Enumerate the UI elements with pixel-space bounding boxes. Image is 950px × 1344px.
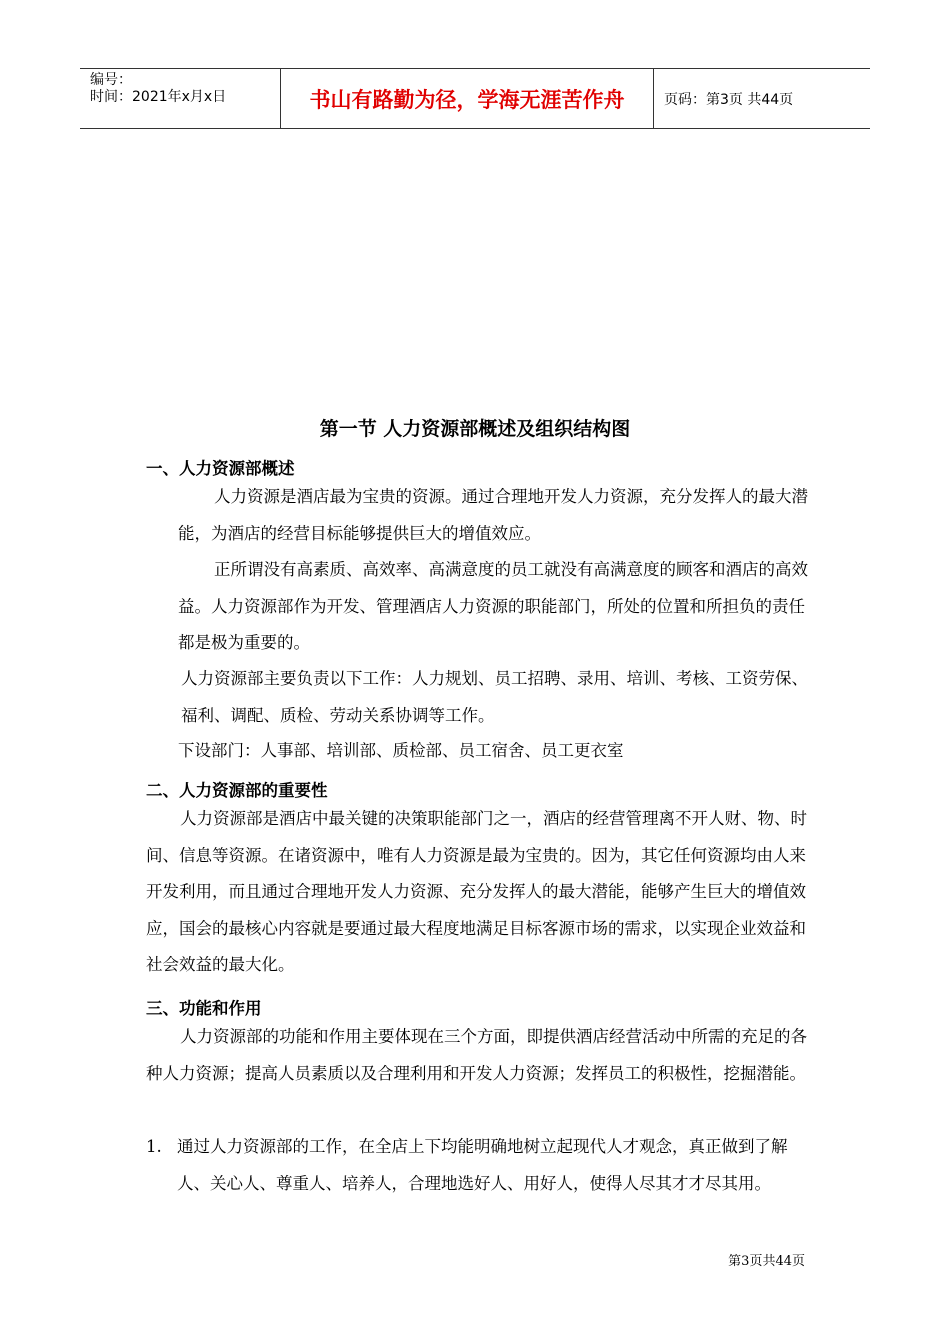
header-motto: 书山有路勤为径，学海无涯苦作舟 — [281, 69, 654, 128]
list-item: 通过人力资源部的工作，在全店上下均能明确地树立起现代人才观念，真正做到了解人、关心人、尊重人、培养人，合理地选好人、用好人，使得人尽其才才尽其用。 — [177, 1137, 788, 1193]
section-title: 第一节 人力资源部概述及组织结构图 — [319, 418, 631, 440]
paragraph: 人力资源部的功能和作用主要体现在三个方面，即提供酒店经营活动中所需的充足的各种人力资源；提高人员素质以及合理利用和开发人力资源；发挥员工的积极性，挖掘潜能。 — [146, 1027, 807, 1083]
paragraph: 人力资源部主要负责以下工作：人力规划、员工招聘、录用、培训、考核、工资劳保、福利、调配、质检、劳动关系协调等工作。 — [181, 669, 808, 725]
paragraph: 下设部门：人事部、培训部、质检部、员工宿舍、员工更衣室 — [178, 741, 624, 760]
header-page-info: 页码：第3页 共44页 — [664, 91, 794, 108]
page-footer: 第3页共44页 — [728, 1254, 805, 1269]
header-number-label: 编号： — [90, 72, 132, 88]
header-meta — [80, 69, 281, 128]
paragraph: 正所谓没有高素质、高效率、高满意度的员工就没有高满意度的顾客和酒店的高效益。人力资源部作为开发、管理酒店人力资源的职能部门，所处的位置和所担负的责任都是极为重要的。 — [178, 560, 808, 652]
heading-importance: 二、人力资源部的重要性 — [146, 781, 328, 800]
paragraph: 人力资源是酒店最为宝贵的资源。通过合理地开发人力资源，充分发挥人的最大潜能，为酒店的经营目标能够提供巨大的增值效应。 — [178, 487, 808, 543]
heading-functions: 三、功能和作用 — [146, 999, 262, 1018]
paragraph: 人力资源部是酒店中最关键的决策职能部门之一，酒店的经营管理离不开人财、物、时间、信息等资源。在诸资源中，唯有人力资源是最为宝贵的。因为，其它任何资源均由人来开发利用，而且通过合理地开发人力资源、充分发挥人的最大潜能，能够产生巨大的增值效应，国会的最核心内容就是要通过最大程度地满足目标客源市场的需求，以实现企业效益和社会效益的最大化。 — [146, 809, 807, 974]
list-item-number: 1. — [146, 1137, 162, 1156]
heading-overview: 一、人力资源部概述 — [146, 459, 295, 478]
header-time-label: 时间：2021年x月x日 — [90, 89, 227, 105]
page-header — [80, 68, 870, 129]
